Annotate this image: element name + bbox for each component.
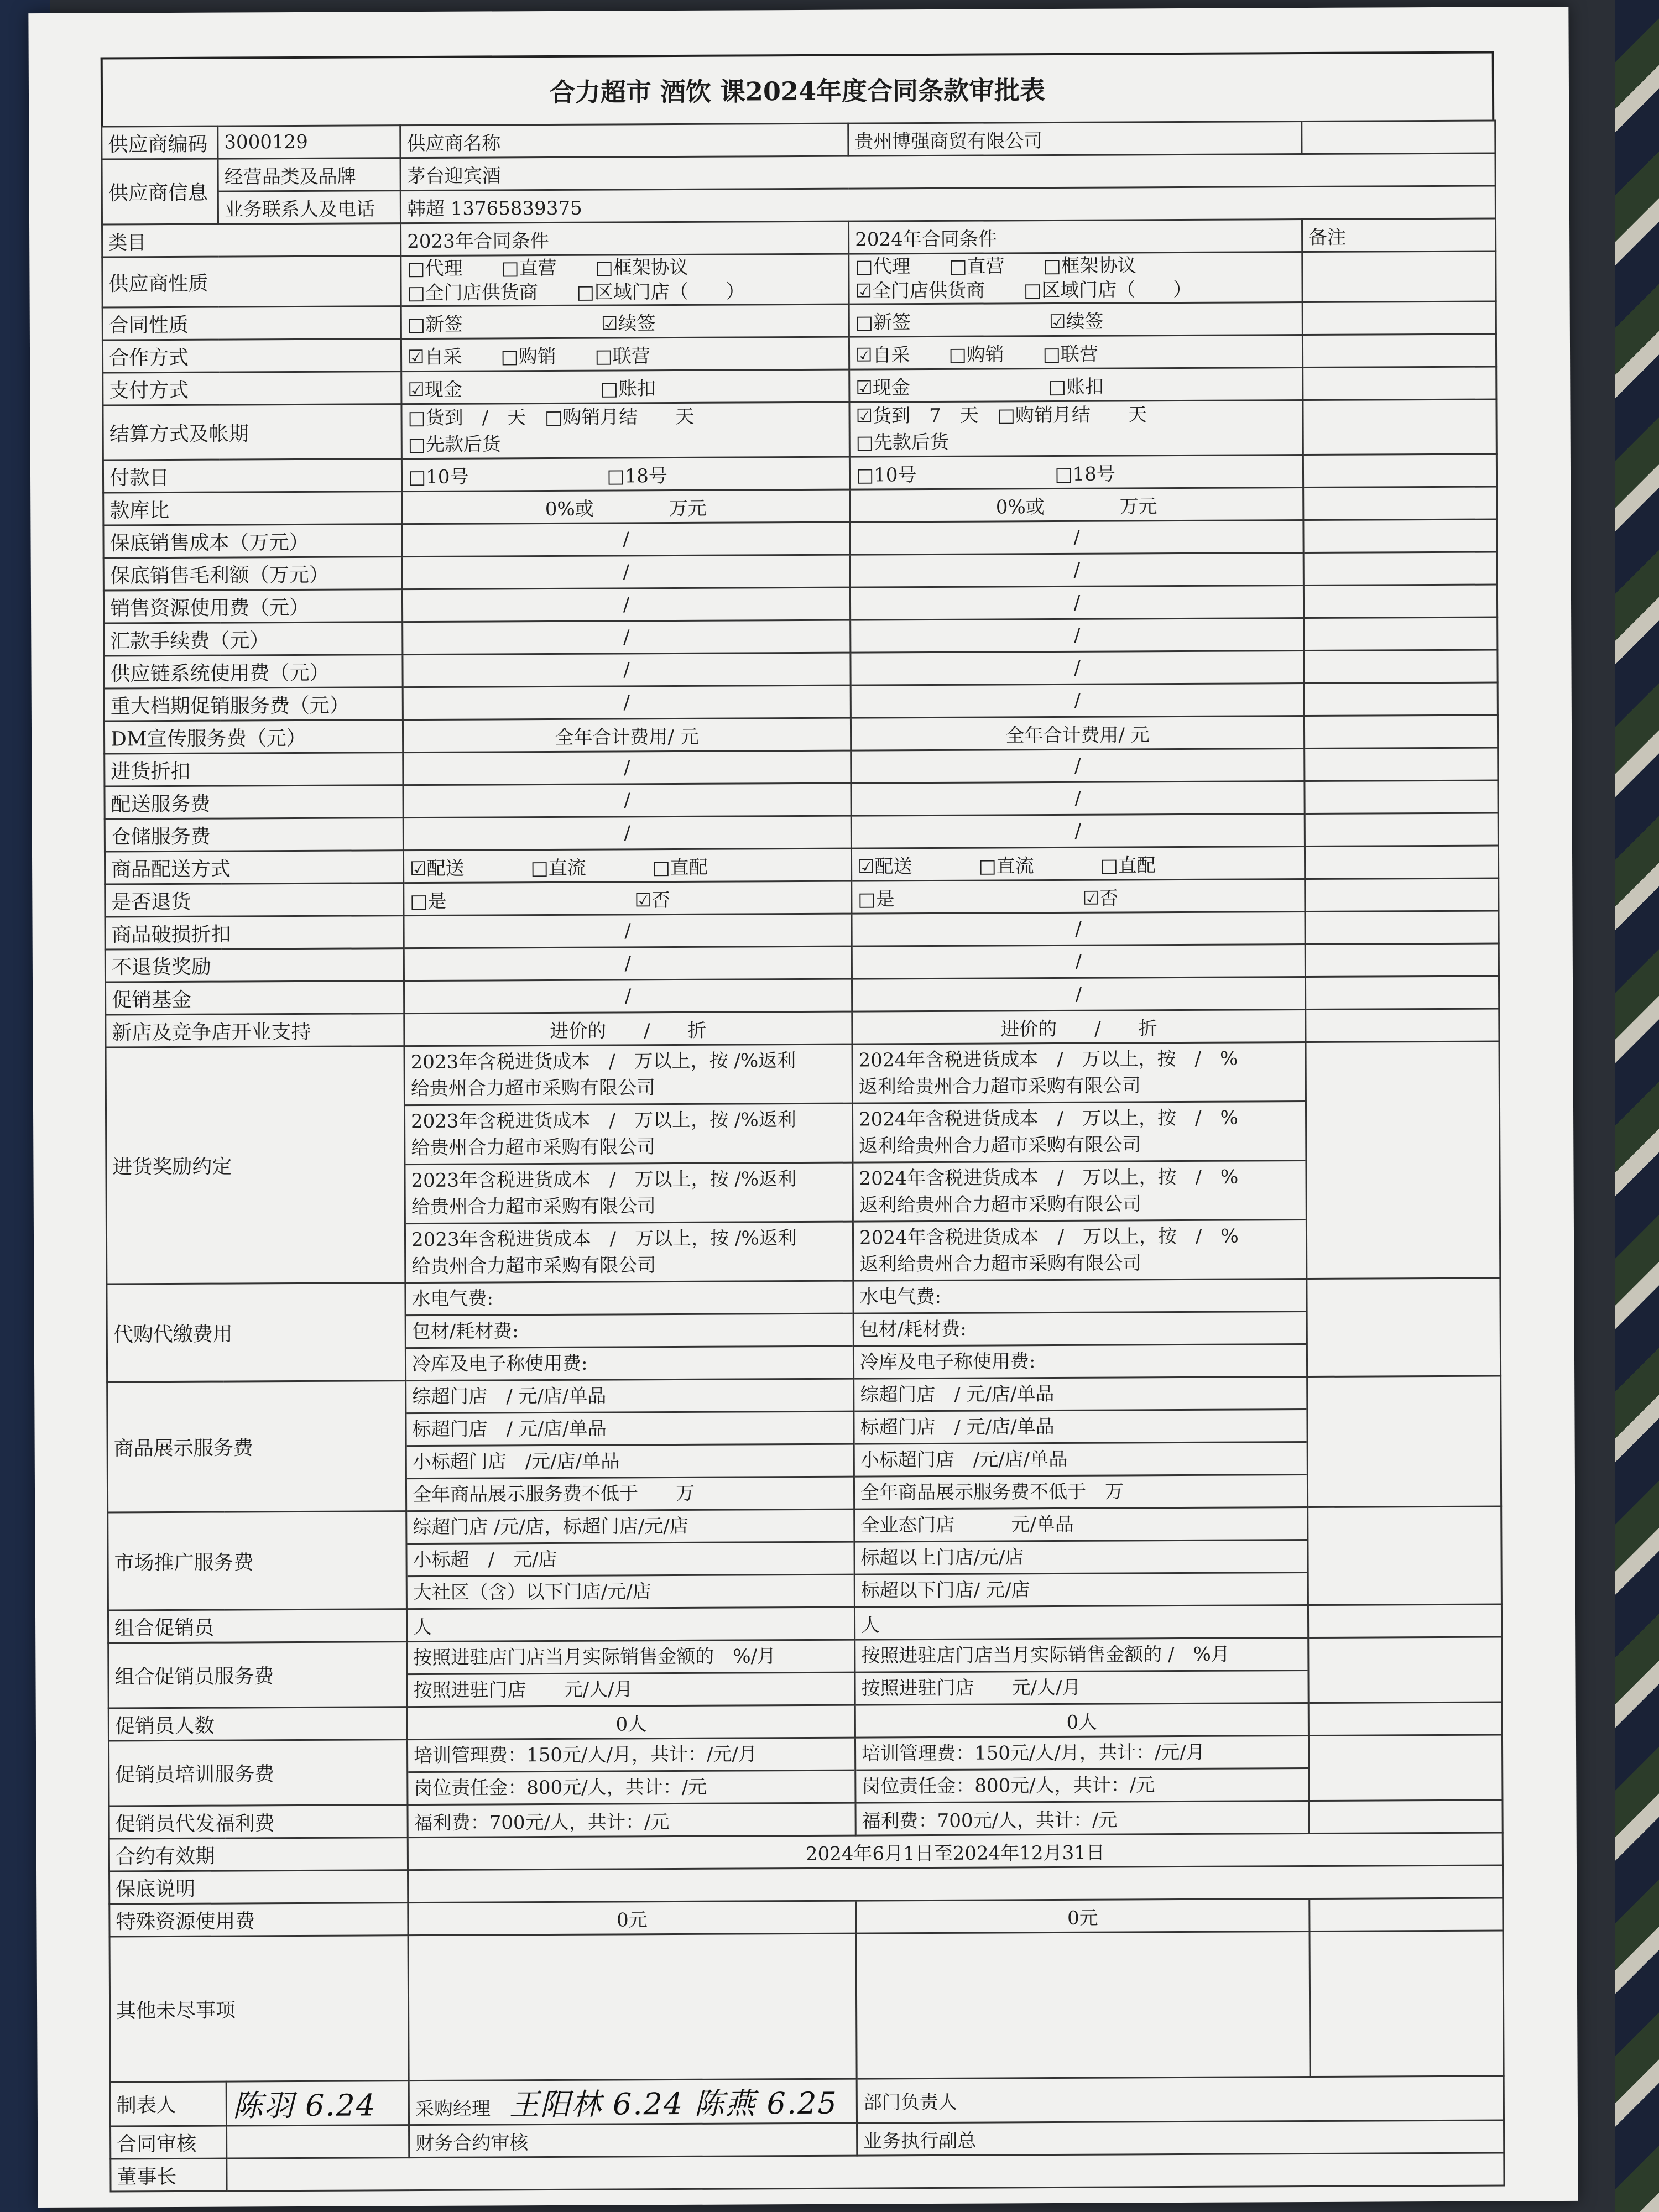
row-label: 保底说明 [109, 1870, 408, 1904]
payday-row [103, 454, 1496, 493]
validity-value: 2024年6月1日至2024年12月31日 [408, 1833, 1503, 1870]
finance-review-label: 财务合约审核 [409, 2123, 857, 2158]
fee-rows [105, 748, 1499, 852]
display-item: 小标超门店 /元/店/单品 [407, 1445, 853, 1480]
background-right [1615, 0, 1659, 2212]
row-label: 结算方式及帐期 [103, 404, 401, 460]
promoter-fee-item: 按照进驻店门店当月实际销售金额的 %/月 [408, 1641, 854, 1676]
market-item: 标超以下门店/ 元/店 [860, 1579, 1030, 1602]
rebate-line: 返利给贵州合力超市采购有限公司 [859, 1252, 1142, 1276]
rebate-line: 2023年含税进货成本 / 万以上，按 /%返利 [411, 1168, 797, 1192]
checkbox[interactable]: ☑否 [634, 889, 671, 911]
agency-item: 包材/耗材费: [854, 1312, 1306, 1347]
value-2023: / [402, 555, 850, 589]
value-2024: / [850, 553, 1303, 588]
value-2023: / [404, 979, 852, 1014]
form-table [101, 120, 1505, 2193]
buyer-signature: 王阳林 6.24 陈燕 6.25 [509, 2085, 838, 2122]
rebate-line: 返利给贵州合力超市采购有限公司 [859, 1193, 1141, 1217]
newstore-value: 进价的 / 折 [404, 1011, 852, 1046]
supplier-name: 贵州博强商贸有限公司 [848, 122, 1302, 156]
training-item: 岗位责任金：800元/人，共计：/元 [414, 1776, 707, 1800]
fee-row [105, 780, 1498, 819]
display-item: 综超门店 / 元/店/单品 [854, 1378, 1306, 1412]
row-label: 促销员代发福利费 [109, 1805, 408, 1839]
display-item: 标超门店 / 元/店/单品 [854, 1410, 1306, 1445]
value-2023: / [403, 750, 851, 785]
year-2024-header: 2024年合同条件 [849, 220, 1302, 254]
supplier-info-label: 供应商信息 [102, 159, 218, 225]
return-row [105, 878, 1499, 917]
checkbox[interactable]: □联营 [594, 345, 650, 368]
row-label: 其他未尽事项 [109, 1936, 409, 2082]
special-value: 0元 [856, 1899, 1310, 1934]
market-item: 综超门店 /元/店，标超门店/元/店 [407, 1510, 853, 1545]
promoter-fee-item: 按照进驻门店 元/人/月 [413, 1678, 633, 1702]
rebate-line: 2023年含税进货成本 / 万以上，按 /%返利 [410, 1050, 796, 1074]
fee-row [103, 519, 1497, 558]
checkbox[interactable]: □直流 [530, 857, 586, 879]
value-2023: / [404, 946, 852, 981]
fee-row [104, 682, 1498, 721]
row-label: 促销员培训服务费 [108, 1740, 408, 1806]
row-label: 是否退货 [105, 883, 404, 917]
welfare-row [109, 1800, 1503, 1839]
market-item: 标超以上门店/元/店 [855, 1541, 1307, 1575]
row-label: 供应链系统使用费（元） [104, 655, 403, 688]
brand-value: 茅台迎宾酒 [400, 153, 1495, 191]
checkbox[interactable]: □框架协议 [595, 256, 688, 279]
row-label: 组合促销员服务费 [108, 1642, 408, 1708]
row-label: DM宣传服务费（元） [104, 720, 403, 754]
pay-row [103, 367, 1496, 405]
row-label: 付款日 [103, 459, 401, 493]
row-label: 进货折扣 [105, 753, 403, 786]
checkbox[interactable]: □新签 [407, 313, 463, 336]
row-label: 特殊资源使用费 [109, 1903, 408, 1937]
value-2023: / [403, 620, 851, 655]
agency-item: 包材/耗材费: [406, 1314, 853, 1349]
supplier-code-label: 供应商编码 [102, 126, 218, 159]
rebate-left [404, 1044, 853, 1283]
fee-row [105, 813, 1498, 852]
welfare-value: 福利费：700元/人，共计：/元 [408, 1803, 855, 1838]
signoff-row-2 [111, 2120, 1504, 2159]
rebate-clause [405, 1104, 852, 1166]
value-2024: / [851, 651, 1304, 686]
checkbox[interactable]: □10号 [408, 466, 469, 488]
settle-line[interactable]: ☑货到 7 天 □购销月结 天 [855, 404, 1147, 427]
agency-item: 水电气费: [854, 1280, 1306, 1314]
value-2024: / [852, 945, 1305, 979]
rebate-right [852, 1042, 1307, 1281]
rebate-line: 2024年含税进货成本 / 万以上，按 / % [859, 1166, 1239, 1190]
checkbox[interactable]: ☑自采 [407, 346, 462, 368]
rebate-line: 2024年含税进货成本 / 万以上，按 / % [858, 1047, 1238, 1072]
checkbox[interactable]: ☑续签 [1048, 310, 1104, 333]
fee-rows [105, 911, 1499, 1015]
rebate-clause [853, 1043, 1305, 1104]
value-2023: / [404, 914, 852, 948]
checkbox[interactable]: □新签 [855, 311, 911, 334]
checkbox[interactable]: □直配 [652, 856, 708, 879]
remark-header: 备注 [1302, 218, 1496, 252]
fee-rows [103, 519, 1498, 721]
row-label: 合作方式 [102, 339, 401, 373]
coop-row [102, 334, 1496, 373]
rebate-clause [406, 1223, 852, 1282]
value-2023: / [403, 653, 851, 687]
agency-row [107, 1278, 1501, 1382]
value-2023: / [403, 783, 851, 818]
agency-item: 冷库及电子称使用费: [411, 1352, 588, 1376]
row-label: 组合促销员 [108, 1609, 406, 1643]
checkbox[interactable]: □直流 [978, 854, 1034, 878]
agency-item: 水电气费: [406, 1282, 852, 1317]
checkbox[interactable]: ☑否 [1082, 887, 1119, 910]
checkbox[interactable]: ☑续签 [601, 312, 656, 335]
rebate-clause [854, 1220, 1306, 1280]
checkbox[interactable]: ☑现金 [408, 378, 462, 401]
checkbox[interactable]: □18号 [607, 465, 667, 488]
welfare-value: 福利费：700元/人，共计：/元 [855, 1801, 1309, 1836]
rebate-clause [405, 1045, 852, 1107]
checkbox[interactable]: □是 [410, 890, 447, 912]
rebate-line: 2023年含税进货成本 / 万以上，按 /%返利 [411, 1109, 796, 1133]
row-label: 促销基金 [106, 981, 404, 1015]
checkbox[interactable]: □联营 [1042, 343, 1098, 366]
newstore-row [106, 1009, 1499, 1047]
value-2024: / [852, 912, 1305, 947]
value-2024: / [851, 781, 1305, 816]
settle-line[interactable]: □货到 / 天 □购销月结 天 [408, 405, 695, 430]
settle-row [103, 399, 1496, 460]
dept-head-label: 部门负责人 [857, 2076, 1504, 2123]
document-paper [28, 7, 1578, 2208]
rebate-line: 给贵州合力超市采购有限公司 [410, 1077, 655, 1100]
value-2024: / [851, 684, 1304, 718]
newstore-value: 进价的 / 折 [852, 1010, 1306, 1045]
rebate-line: 2023年含税进货成本 / 万以上，按 /%返利 [411, 1227, 797, 1251]
display-item: 全年商品展示服务费不低于 万 [860, 1480, 1124, 1504]
checkbox[interactable]: □直营 [501, 257, 557, 280]
checkbox[interactable]: □账扣 [1048, 375, 1104, 398]
checkbox[interactable]: □购销 [500, 345, 556, 368]
delivery-row [105, 846, 1498, 884]
rebate-line: 给贵州合力超市采购有限公司 [411, 1195, 656, 1219]
review-label: 合同审核 [111, 2126, 227, 2159]
checkbox[interactable]: □18号 [1055, 463, 1115, 486]
fee-row [106, 976, 1499, 1015]
approval-form [101, 51, 1504, 2193]
checkbox[interactable]: ☑全门店供货商 [855, 279, 985, 302]
value-2024: / [850, 520, 1303, 555]
rebate-line: 2024年含税进货成本 / 万以上，按 / % [859, 1107, 1238, 1131]
row-label: 供应商性质 [102, 256, 401, 307]
row-label: 市场推广服务费 [108, 1511, 407, 1610]
promoter-count-row [108, 1702, 1502, 1741]
fee-row [103, 585, 1497, 623]
rebate-clause [853, 1102, 1305, 1164]
checkbox[interactable]: □购销 [948, 343, 1004, 366]
checkbox[interactable]: □账扣 [600, 377, 656, 400]
checkbox[interactable]: □代理 [855, 255, 911, 278]
validity-row [109, 1833, 1503, 1871]
fee-row [103, 552, 1497, 591]
other-row [109, 1931, 1504, 2082]
row-label: 重大档期促销服务费（元） [104, 687, 403, 721]
rebate-line: 2024年含税进货成本 / 万以上，按 / % [859, 1225, 1239, 1249]
row-label: 商品展示服务费 [107, 1381, 406, 1512]
rebate-row [106, 1041, 1500, 1284]
checkbox[interactable]: □区域门店（ ） [1023, 278, 1192, 302]
row-label: 支付方式 [103, 372, 401, 405]
checkbox[interactable]: ☑现金 [855, 376, 910, 399]
rebate-line: 给贵州合力超市采购有限公司 [411, 1254, 656, 1278]
training-item: 培训管理费：150元/人/月，共计：/元/月 [856, 1736, 1308, 1771]
row-label: 配送服务费 [105, 785, 403, 819]
agency-item: 冷库及电子称使用费: [859, 1350, 1036, 1374]
display-item: 标超门店 / 元/店/单品 [406, 1412, 853, 1447]
rebate-line: 给贵州合力超市采购有限公司 [411, 1136, 656, 1160]
promoter-value: 人 [854, 1605, 1308, 1640]
market-item: 全业态门店 元/单品 [855, 1508, 1307, 1543]
value-2024: / [851, 814, 1305, 849]
form-title: 合力超市 酒饮 课2024年度合同条款审批表 [101, 51, 1495, 126]
signoff-row-1 [110, 2076, 1504, 2126]
checkbox[interactable]: ☑配送 [858, 855, 912, 878]
promoter-value: 人 [406, 1607, 854, 1642]
row-label: 促销员人数 [108, 1707, 407, 1741]
row-label: 进货奖励约定 [106, 1046, 405, 1284]
checkbox[interactable]: ☑配送 [410, 857, 465, 880]
value-2023: / [403, 685, 851, 720]
display-item: 全年商品展示服务费不低于 万 [412, 1482, 695, 1506]
checkbox[interactable]: □直配 [1100, 854, 1156, 877]
promoter-fee-row [108, 1637, 1502, 1708]
promoter-fee-item: 按照进驻店门店当月实际销售金额的 / %月 [855, 1639, 1307, 1673]
vp-label: 业务执行副总 [857, 2120, 1504, 2156]
fee-row [105, 748, 1498, 786]
row-label: 保底销售毛利额（万元） [103, 557, 402, 591]
maker-signature: 陈羽 6.24 [226, 2081, 409, 2126]
row-label: 商品配送方式 [105, 851, 403, 884]
row-label: 合同性质 [102, 306, 401, 340]
row-label: 保底销售成本（万元） [103, 524, 402, 558]
contract-row [102, 301, 1496, 340]
nature-row [102, 251, 1496, 307]
checkbox[interactable]: □代理 [407, 257, 463, 280]
supplier-code-row [102, 121, 1495, 159]
fee-row [105, 943, 1499, 982]
signoff-row-3 [111, 2153, 1504, 2192]
dm-value: 全年合计费用/ 元 [403, 718, 851, 753]
checkbox[interactable]: □是 [858, 888, 895, 911]
brand-label: 经营品类及品牌 [218, 158, 400, 191]
fee-row [104, 617, 1498, 656]
promoter-fee-item: 按照进驻门店 元/人/月 [861, 1676, 1081, 1700]
market-item: 大社区（含）以下门店/元/店 [413, 1580, 651, 1604]
year-2023-header: 2023年合同条件 [401, 221, 849, 256]
promoter-row [108, 1604, 1501, 1643]
checkbox[interactable]: □10号 [855, 463, 917, 487]
special-value: 0元 [408, 1901, 856, 1936]
maker-label: 制表人 [110, 2081, 226, 2126]
rebate-clause [405, 1164, 852, 1225]
supplier-code: 3000129 [218, 126, 400, 159]
display-item: 小标超门店 /元/店/单品 [855, 1443, 1307, 1478]
row-label: 不退货奖励 [105, 948, 404, 982]
training-row [108, 1735, 1502, 1806]
training-item: 培训管理费：150元/人/月，共计：/元/月 [408, 1739, 854, 1773]
chairman-label: 董事长 [111, 2158, 227, 2192]
value-2024: / [851, 749, 1305, 784]
row-label: 款库比 [103, 492, 402, 525]
checkbox[interactable]: □全门店供货商 [407, 281, 538, 305]
checkbox[interactable]: ☑自采 [855, 343, 910, 367]
value-2023: / [402, 587, 850, 622]
promoter-count-value: 0人 [855, 1703, 1308, 1738]
display-item: 综超门店 / 元/店/单品 [406, 1380, 853, 1415]
fee-row [104, 650, 1498, 688]
value-2024: / [850, 586, 1303, 620]
row-label: 销售资源使用费（元） [103, 589, 402, 623]
fee-row [105, 911, 1499, 950]
rebate-clause [853, 1161, 1305, 1223]
market-row [108, 1506, 1502, 1610]
category-header: 类目 [102, 223, 401, 257]
settle-line[interactable]: □先款后货 [855, 431, 949, 454]
checkbox[interactable]: □直营 [949, 255, 1005, 278]
training-item: 岗位责任金：800元/人，共计：/元 [862, 1774, 1155, 1798]
checkbox[interactable]: □区域门店（ ） [576, 280, 745, 304]
header-row [102, 218, 1496, 257]
ratio-value: 0%或 万元 [850, 488, 1303, 523]
row-label: 新店及竞争店开业支持 [106, 1014, 404, 1047]
dm-value: 全年合计费用/ 元 [851, 716, 1304, 751]
ratio-value: 0%或 万元 [402, 489, 850, 524]
row-label: 仓储服务费 [105, 818, 403, 852]
settle-line[interactable]: □先款后货 [408, 433, 501, 456]
value-2024: / [852, 977, 1305, 1012]
ratio-row [103, 487, 1497, 525]
buyer-label: 采购经理 [415, 2098, 491, 2121]
row-label: 合约有效期 [109, 1838, 408, 1871]
contact-label: 业务联系人及电话 [218, 191, 400, 224]
promoter-count-value: 0人 [407, 1705, 855, 1740]
row-label: 商品破损折扣 [105, 916, 404, 950]
value-2024: / [851, 618, 1304, 653]
supplier-name-label: 供应商名称 [400, 123, 848, 158]
guarantee-row [109, 1865, 1503, 1904]
rebate-line: 返利给贵州合力超市采购有限公司 [859, 1134, 1141, 1157]
value-2023: / [403, 816, 851, 851]
row-label: 汇款手续费（元） [104, 622, 403, 656]
contact-value: 韩超 13765839375 [400, 186, 1495, 223]
special-row [109, 1898, 1503, 1937]
value-2023: / [402, 522, 850, 557]
checkbox[interactable]: □框架协议 [1043, 254, 1136, 278]
row-label: 代购代缴费用 [107, 1283, 406, 1382]
rebate-line: 返利给贵州合力超市采购有限公司 [858, 1074, 1141, 1098]
dm-row [104, 715, 1498, 754]
market-item: 小标超 / 元/店 [407, 1543, 853, 1578]
display-row [107, 1376, 1501, 1512]
